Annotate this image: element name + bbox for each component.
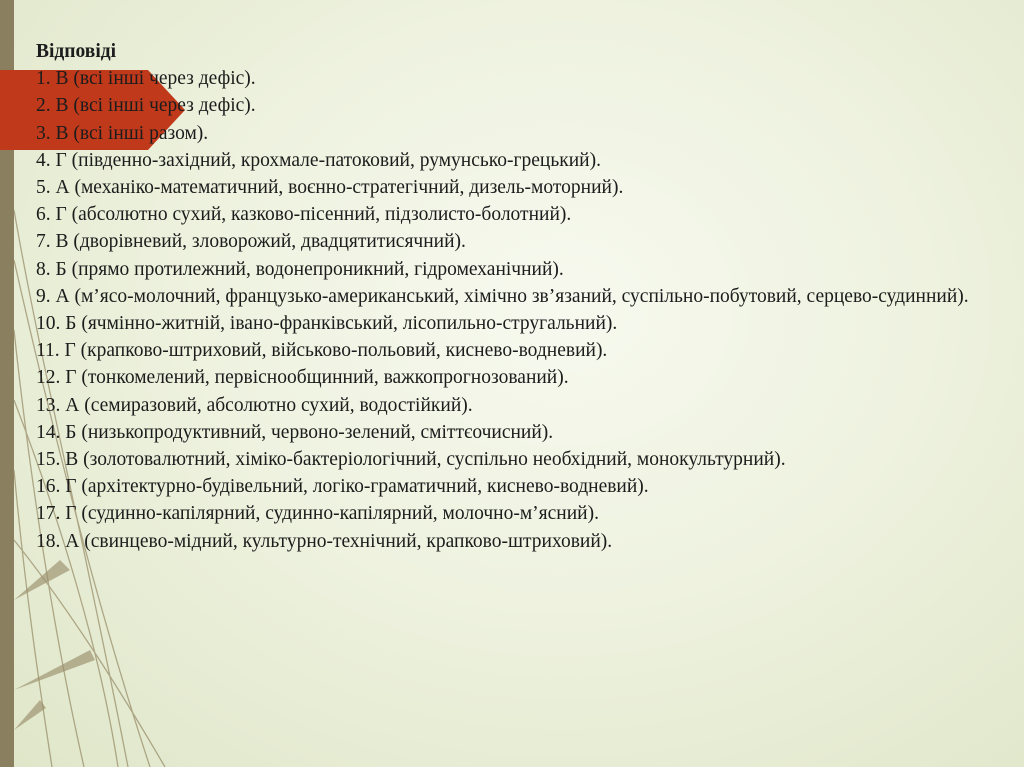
answer-list — [36, 65, 996, 555]
answer-item-4: 4. Г (південно-західний, крохмале-патоковий, румунсько-грецький). — [36, 149, 601, 171]
answer-item-12: 12. Г (тонкомелений, первіснообщинний, важкопрогнозований). — [36, 367, 569, 389]
answer-item-6: 6. Г (абсолютно сухий, казково-пісенний, підзолисто-болотний). — [36, 204, 572, 226]
slide-body — [36, 38, 996, 555]
answer-item-5: 5. А (механіко-математичний, воєнно-стратегічний, дизель-моторний). — [36, 177, 624, 199]
answer-item-2: 2. В (всі інші через дефіс). — [36, 95, 256, 117]
answer-item-18: 18. А (свинцево-мідний, культурно-технічний, крапково-штриховий). — [36, 530, 613, 552]
answer-item-14: 14. Б (низькопродуктивний, червоно-зелений, сміттєочисний). — [36, 421, 554, 443]
answer-item-10: 10. Б (ячмінно-житній, івано-франківський, лісопильно-стругальний). — [36, 313, 618, 335]
answer-item-15: 15. В (золотовалютний, хіміко-бактеріологічний, суспільно необхідний, монокультурний). — [36, 449, 786, 471]
answer-item-16: 16. Г (архітектурно-будівельний, логіко-граматичний, киснево-водневий). — [36, 476, 649, 498]
slide-title: Відповіді — [36, 41, 117, 62]
answer-item-11: 11. Г (крапково-штриховий, військово-польовий, киснево-водневий). — [36, 340, 608, 362]
answer-item-17: 17. Г (судинно-капілярний, судинно-капілярний, молочно-м’ясний). — [36, 503, 599, 525]
answer-item-1: 1. В (всі інші через дефіс). — [36, 68, 256, 90]
answer-item-9: 9. А (м’ясо-молочний, французько-американський, хімічно зв’язаний, суспільно-побутовий, серцево-судинний). — [36, 285, 969, 307]
answer-item-3: 3. В (всі інші разом). — [36, 122, 209, 144]
answer-item-13: 13. А (семиразовий, абсолютно сухий, водостійкий). — [36, 394, 473, 416]
answer-item-8: 8. Б (прямо протилежний, водонепроникний, гідромеханічний). — [36, 258, 564, 280]
answer-item-7: 7. В (дворівневий, зловорожий, двадцятитисячний). — [36, 231, 466, 253]
